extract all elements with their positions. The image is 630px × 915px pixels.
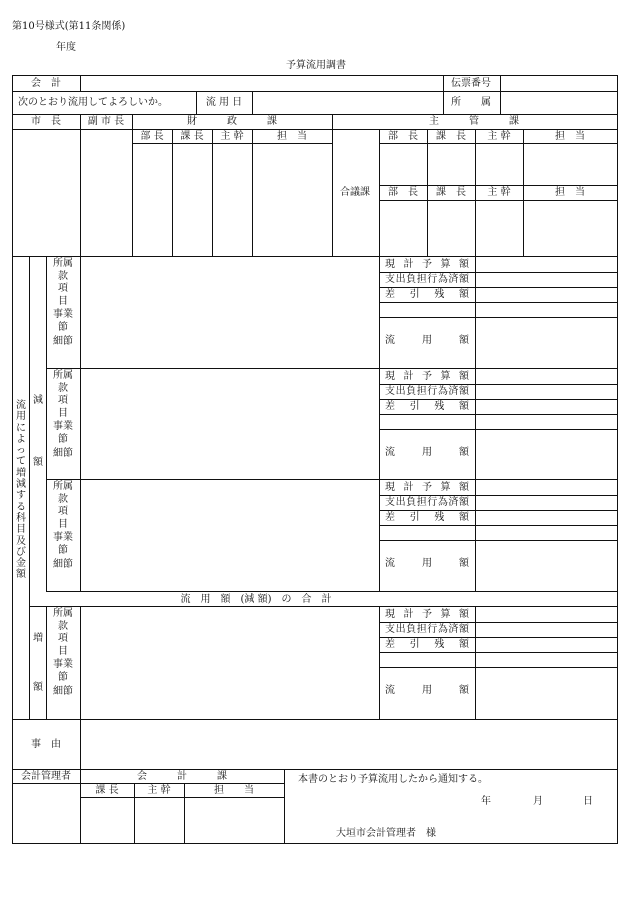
account-label-3-6: 節	[58, 545, 68, 556]
amount-genkei-1: 現 計 予 算 額	[385, 259, 469, 270]
finance-shukan: 主 幹	[220, 131, 244, 142]
mayor-label: 市 長	[31, 116, 61, 127]
amount-ryuyo-3: 流 用 額	[385, 558, 469, 569]
account-label-3-4: 目	[58, 519, 68, 530]
amount-genkei-2: 現 計 予 算 額	[385, 371, 469, 382]
account-label-1-6: 節	[58, 322, 68, 333]
account-label-4-1: 所属	[53, 608, 73, 619]
amount-sashihiki-3: 差 引 残 額	[385, 512, 469, 523]
increase-label: 増	[33, 633, 43, 644]
form-title: 予算流用調書	[286, 60, 346, 71]
resp-tanto: 担 当	[555, 131, 585, 142]
fiscal-year-label: 年度	[56, 42, 76, 53]
account-label-2-4: 目	[58, 408, 68, 419]
increase-gaku-label: 額	[33, 682, 43, 693]
side-main-label: 流用によって増減する科目及び金額	[16, 400, 26, 581]
account-label-1-2: 款	[58, 271, 68, 282]
account-label-4-2: 款	[58, 621, 68, 632]
consult-shukan: 主 幹	[487, 187, 511, 198]
amount-ryuyo-1: 流 用 額	[385, 335, 469, 346]
amount-ryuyo-4: 流 用 額	[385, 685, 469, 696]
account-label-2-7: 細節	[53, 448, 73, 459]
consult-tanto: 担 当	[555, 187, 585, 198]
transfer-date-label: 流 用 日	[205, 97, 243, 108]
department-label: 所 属	[451, 97, 491, 108]
footer-kacho: 課 長	[95, 785, 119, 796]
kaikei-label: 会 計	[31, 78, 61, 89]
finance-tanto: 担 当	[277, 131, 307, 142]
footer-shukan: 主 幹	[147, 785, 171, 796]
account-label-1-7: 細節	[53, 336, 73, 347]
accounting-manager-label: 会計管理者	[21, 771, 71, 782]
account-label-3-3: 項	[58, 506, 68, 517]
amount-shishutsu-1: 支出負担行為済額	[385, 274, 469, 285]
deputy-mayor-label: 副 市 長	[87, 116, 125, 127]
resp-bucho: 部 長	[388, 131, 418, 142]
amount-ryuyo-2: 流 用 額	[385, 447, 469, 458]
finance-division-label: 財 政 課	[187, 116, 277, 127]
account-label-3-1: 所属	[53, 481, 73, 492]
reason-label: 事 由	[31, 739, 61, 750]
resp-shukan: 主 幹	[487, 131, 511, 142]
amount-shishutsu-4: 支出負担行為済額	[385, 624, 469, 635]
finance-kacho: 課 長	[180, 131, 204, 142]
consult-division-label: 合議課	[340, 187, 370, 198]
footer-tanto: 担 当	[214, 785, 254, 796]
account-label-4-4: 目	[58, 646, 68, 657]
amount-shishutsu-3: 支出負担行為済額	[385, 497, 469, 508]
resp-kacho: 課 長	[436, 131, 466, 142]
amount-genkei-4: 現 計 予 算 額	[385, 609, 469, 620]
voucher-number-label: 伝票番号	[451, 78, 491, 89]
consult-kacho: 課 長	[436, 187, 466, 198]
account-label-3-7: 細節	[53, 559, 73, 570]
account-label-2-6: 節	[58, 434, 68, 445]
account-label-2-3: 項	[58, 395, 68, 406]
notice-day: 日	[583, 796, 593, 807]
account-label-3-5: 事業	[53, 532, 73, 543]
account-label-4-6: 節	[58, 672, 68, 683]
account-label-2-2: 款	[58, 383, 68, 394]
account-label-3-2: 款	[58, 494, 68, 505]
notice-text: 本書のとおり予算流用したから通知する。	[298, 774, 488, 785]
account-label-1-3: 項	[58, 283, 68, 294]
accounting-division-label: 会 計 課	[137, 771, 227, 782]
account-label-4-7: 細節	[53, 686, 73, 697]
consult-bucho: 部 長	[388, 187, 418, 198]
account-label-2-5: 事業	[53, 421, 73, 432]
amount-genkei-3: 現 計 予 算 額	[385, 482, 469, 493]
account-label-1-1: 所属	[53, 258, 73, 269]
decrease-total-label: 流 用 額 (減 額) の 合 計	[180, 594, 332, 605]
request-text: 次のとおり流用してよろしいか。	[18, 97, 168, 108]
account-label-2-1: 所属	[53, 370, 73, 381]
decrease-label: 減	[33, 395, 43, 406]
decrease-gaku-label: 額	[33, 457, 43, 468]
amount-sashihiki-4: 差 引 残 額	[385, 639, 469, 650]
notice-month: 月	[533, 796, 543, 807]
amount-sashihiki-2: 差 引 残 額	[385, 401, 469, 412]
responsible-division-label: 主 管 課	[429, 116, 519, 127]
notice-year: 年	[481, 796, 491, 807]
account-label-1-5: 事業	[53, 309, 73, 320]
amount-sashihiki-1: 差 引 残 額	[385, 289, 469, 300]
addressee-text: 大垣市会計管理者 様	[336, 828, 436, 839]
account-label-1-4: 目	[58, 296, 68, 307]
account-label-4-5: 事業	[53, 659, 73, 670]
form-number: 第10号様式(第11条関係)	[12, 21, 126, 32]
finance-bucho: 部 長	[140, 131, 164, 142]
amount-shishutsu-2: 支出負担行為済額	[385, 386, 469, 397]
account-label-4-3: 項	[58, 633, 68, 644]
